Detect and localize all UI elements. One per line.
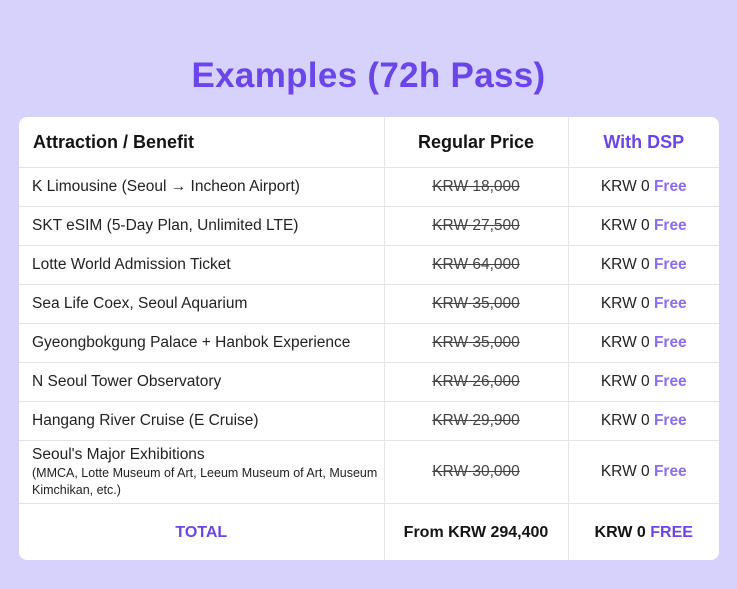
free-label: Free [653,412,687,429]
attraction-name: N Seoul Tower Observatory [19,363,384,402]
dsp-price: KRW 0 [600,178,650,195]
attraction-name: K Limousine (Seoul → Incheon Airport) [19,168,384,207]
dsp-price-cell [568,285,719,324]
regular-price: KRW 35,000 [432,295,520,312]
attraction-name: SKT eSIM (5-Day Plan, Unlimited LTE) [19,207,384,246]
dsp-price: KRW 0 [600,295,650,312]
table-row [19,285,719,324]
table-row [19,363,719,402]
free-label: Free [653,295,687,312]
attraction-name: Lotte World Admission Ticket [19,246,384,285]
table-row [19,324,719,363]
free-label: Free [653,373,687,390]
table-row [19,441,719,504]
total-dsp-price: KRW 0 [594,524,646,541]
dsp-price: KRW 0 [600,463,650,480]
dsp-price-cell [568,363,719,402]
regular-price-cell [384,324,568,363]
attraction-name: Gyeongbokgung Palace + Hanbok Experience [19,324,384,363]
header-regular-price: Regular Price [384,117,568,168]
dsp-price: KRW 0 [600,256,650,273]
page-title: Examples (72h Pass) [191,56,546,95]
regular-price: KRW 27,500 [432,217,520,234]
regular-price-cell [384,402,568,441]
free-label: Free [653,256,687,273]
dsp-price: KRW 0 [600,412,650,429]
dsp-price-cell [568,441,719,504]
dsp-price-cell [568,246,719,285]
attraction-name: Seoul's Major Exhibitions [32,445,205,463]
regular-price: KRW 26,000 [432,373,520,390]
regular-price: KRW 29,900 [432,412,520,429]
free-label: Free [653,463,687,480]
regular-price-cell [384,285,568,324]
dsp-price-cell [568,168,719,207]
pricing-table [19,117,719,560]
table-header-row [19,117,719,168]
total-row [19,504,719,561]
dsp-price: KRW 0 [600,217,650,234]
free-label: Free [653,178,687,195]
attraction-subtitle: (MMCA, Lotte Museum of Art, Leeum Museum of Art, Museum Kimchikan, etc.) [32,465,378,497]
table-row [19,207,719,246]
pricing-table-card [19,117,719,560]
total-label: TOTAL [19,504,384,561]
dsp-price-cell [568,207,719,246]
regular-price: KRW 30,000 [432,463,520,480]
dsp-price-cell [568,324,719,363]
attraction-name: Sea Life Coex, Seoul Aquarium [19,285,384,324]
regular-price-cell [384,246,568,285]
regular-price-cell [384,441,568,504]
header-with-dsp: With DSP [568,117,719,168]
attraction-name: Hangang River Cruise (E Cruise) [19,402,384,441]
total-dsp-cell [568,504,719,561]
regular-price: KRW 35,000 [432,334,520,351]
dsp-price: KRW 0 [600,334,650,351]
free-label: Free [653,334,687,351]
total-free-label: FREE [650,524,693,541]
total-regular-price: From KRW 294,400 [384,504,568,561]
regular-price-cell [384,363,568,402]
table-row [19,246,719,285]
free-label: Free [653,217,687,234]
table-row [19,168,719,207]
attraction-name-cell [19,441,384,504]
header-attraction: Attraction / Benefit [19,117,384,168]
regular-price-cell [384,207,568,246]
table-row [19,402,719,441]
regular-price: KRW 64,000 [432,256,520,273]
regular-price-cell [384,168,568,207]
dsp-price: KRW 0 [600,373,650,390]
dsp-price-cell [568,402,719,441]
regular-price: KRW 18,000 [432,178,520,195]
